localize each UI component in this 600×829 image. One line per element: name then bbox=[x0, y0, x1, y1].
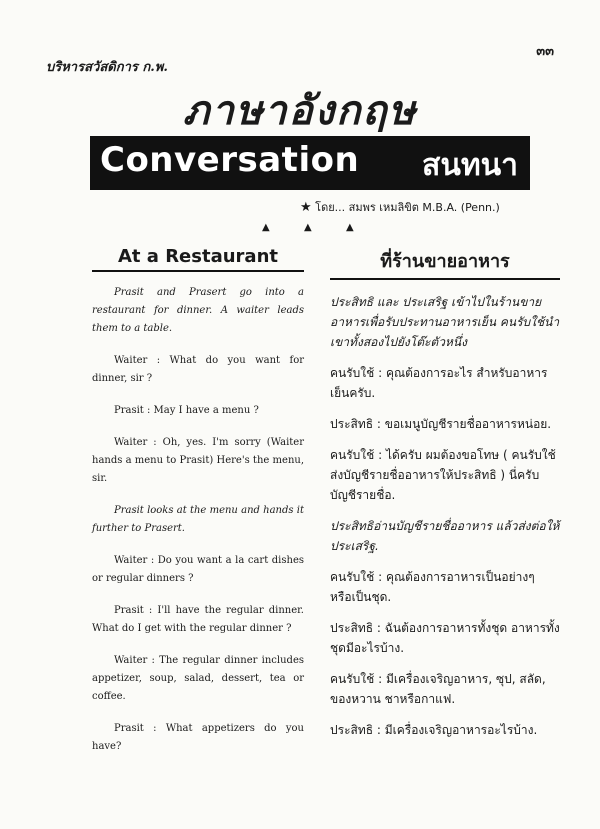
header-left: บริหารสวัสดิการ ก.พ. bbox=[46, 60, 168, 75]
banner-english: Conversation bbox=[100, 140, 360, 180]
paragraph: Prasit : May I have a menu ? bbox=[114, 405, 259, 416]
paragraph: ประสิทธิ : ขอเมนูบัญชีรายชื่ออาหารหน่อย. bbox=[330, 417, 552, 431]
paragraph: คนรับใช้ : คุณต้องการอาหารเป็นอย่างๆ หรือเป็นชุด. bbox=[330, 570, 535, 604]
paragraph: Waiter : What do you want for dinner, sir ? bbox=[92, 355, 304, 384]
paragraph: Prasit : What appetizers do you have? bbox=[92, 723, 304, 752]
triangle-icon: ▲ bbox=[304, 222, 312, 233]
paragraph: ประสิทธิ : ฉันต้องการอาหารทั้งชุด อาหารทั้งชุดมีอะไรบ้าง. bbox=[330, 621, 560, 655]
paragraph: Prasit looks at the menu and hands it further to Prasert. bbox=[92, 505, 304, 534]
byline bbox=[300, 198, 500, 216]
star-icon: ★ bbox=[300, 200, 312, 215]
paragraph: คนรับใช้ : คุณต้องการอะไร สำหรับอาหารเย็นครับ. bbox=[330, 366, 548, 400]
paragraph: ประสิทธิอ่านบัญชีรายชื่ออาหาร แล้วส่งต่อให้ประเสริฐ. bbox=[330, 519, 560, 553]
page-number: ๓๓ bbox=[536, 44, 554, 59]
paragraph: Waiter : The regular dinner includes appetizer, soup, salad, dessert, tea or coffee. bbox=[92, 655, 304, 702]
paragraph: คนรับใช้ : มีเครื่องเจริญอาหาร, ซุป, สลัด, ของหวาน ชาหรือกาแฟ. bbox=[330, 672, 546, 706]
triangle-icon: ▲ bbox=[262, 222, 270, 233]
triangle-icon: ▲ bbox=[346, 222, 354, 233]
byline-text: โดย... สมพร เหมลิขิต M.B.A. (Penn.) bbox=[315, 201, 500, 214]
banner-thai: สนทนา bbox=[422, 148, 518, 183]
thai-heading: ที่ร้านขายอาหาร bbox=[330, 246, 560, 280]
english-heading: At a Restaurant bbox=[92, 246, 304, 272]
title-banner bbox=[90, 136, 530, 190]
paragraph: Prasit : I'll have the regular dinner. What do I get with the regular dinner ? bbox=[92, 605, 304, 634]
english-column bbox=[92, 246, 304, 770]
paragraph: คนรับใช้ : ได้ครับ ผมต้องขอโทษ ( คนรับใช้ส่งบัญชีรายชื่ออาหารให้ประสิทธิ ) นี่ครับบัญชีรายชื่อ. bbox=[330, 448, 556, 502]
paragraph: ประสิทธิ : มีเครื่องเจริญอาหารอะไรบ้าง. bbox=[330, 723, 538, 737]
paragraph: Prasit and Prasert go into a restaurant for dinner. A waiter leads them to a table. bbox=[92, 287, 304, 334]
paragraph: ประสิทธิ และ ประเสริฐ เข้าไปในร้านขายอาหารเพื่อรับประทานอาหารเย็น คนรับใช้นำเขาทั้งสองไปยังโต๊ะตัวหนึ่ง bbox=[330, 295, 560, 349]
paragraph: Waiter : Oh, yes. I'm sorry (Waiter hands a menu to Prasit) Here's the menu, sir. bbox=[92, 437, 304, 484]
title-thai: ภาษาอังกฤษ bbox=[182, 88, 417, 134]
thai-column bbox=[330, 246, 560, 751]
paragraph: Waiter : Do you want a la cart dishes or regular dinners ? bbox=[92, 555, 304, 584]
